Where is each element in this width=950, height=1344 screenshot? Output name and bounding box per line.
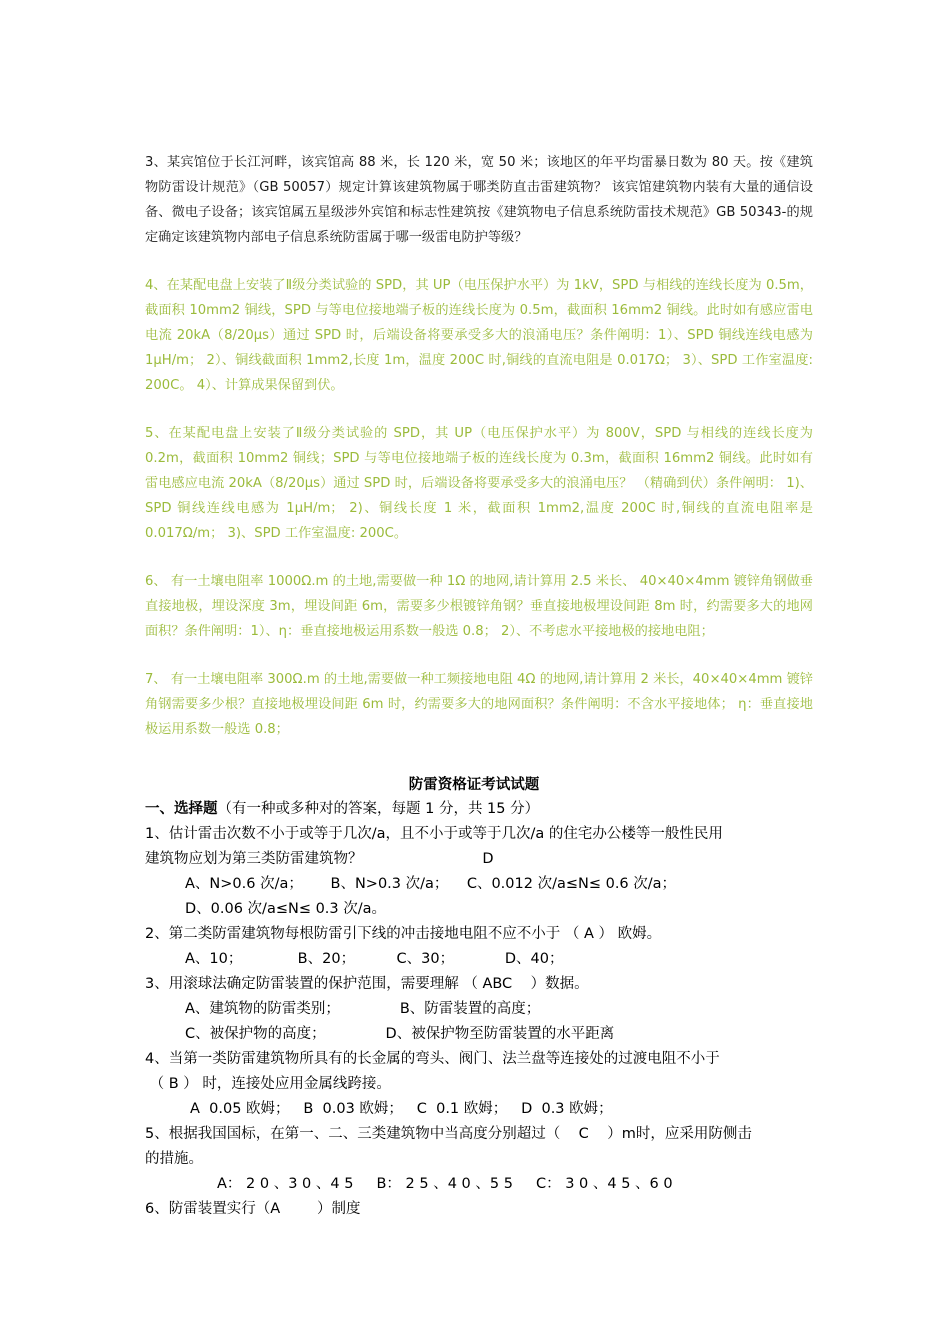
section-heading bbox=[145, 797, 813, 822]
answer-options: A、10； B、20； C、30； D、40； bbox=[185, 951, 564, 967]
answer-options: A 0.05 欧姆； B 0.03 欧姆； C 0.1 欧姆； D 0.3 欧姆； bbox=[190, 1101, 613, 1117]
exam-line: 3、用滚球法确定防雷装置的保护范围，需要理解 （ ABC ）数据。 bbox=[145, 976, 589, 992]
section-note: （有一种或多种对的答案，每题 1 分，共 15 分） bbox=[217, 801, 540, 817]
question-7: 7、 有一土壤电阻率 300Ω.m 的土地,需要做一种工频接地电阻 4Ω 的地网,请计算用 2 米长，40×40×4mm 镀锌角钢需要多少根？直接地极埋设间距 6m 时，约需要多大的地网面积？条件阐明：不含水平接地体； η：垂直接地极运用系数一般选 0.8； bbox=[145, 672, 813, 737]
exam-line: 建筑物应划为第三类防雷建筑物？ D bbox=[145, 851, 494, 867]
answer-options: A、N>0.6 次/a； B、N>0.3 次/a； C、0.012 次/a≤N≤ 0.6 次/a； bbox=[185, 876, 677, 892]
upper-questions bbox=[145, 150, 813, 742]
exam-questions bbox=[145, 797, 813, 1222]
question-6: 6、 有一土壤电阻率 1000Ω.m 的土地,需要做一种 1Ω 的地网,请计算用 2.5 米长、 40×40×4mm 镀锌角钢做垂直接地极，埋设深度 3m，埋设间距 6m，需要多少根镀锌角钢？垂直接地极埋设间距 8m 时，约需要多大的地网面积？条件阐明：1）、η：垂直接地极运用系数一般选 0.8； 2）、不考虑水平接地极的接地电阻； bbox=[145, 574, 813, 639]
exam-line: 6、防雷装置实行（A ）制度 bbox=[145, 1201, 361, 1217]
question-3: 3、某宾馆位于长江河畔，该宾馆高 88 米，长 120 米，宽 50 米；该地区的年平均雷暴日数为 80 天。按《建筑物防雷设计规范》（GB 50057）规定计算该建筑物属于哪类防直击雷建筑物？ 该宾馆建筑物内装有大量的通信设备、微电子设备；该宾馆属五星级涉外宾馆和标志性建筑按《建筑物电子信息系统防雷技术规范》GB 50343-的规定确定该建筑物内部电子信息系统防雷属于哪一级雷电防护等级？ bbox=[145, 155, 813, 245]
exam-line: 4、当第一类防雷建筑物所具有的长金属的弯头、阀门、法兰盘等连接处的过渡电阻不小于 bbox=[145, 1051, 720, 1067]
exam-line: （ B ） 时，连接处应用金属线跨接。 bbox=[145, 1076, 391, 1092]
question-5: 5、在某配电盘上安装了Ⅱ级分类试验的 SPD，其 UP（电压保护水平）为 800V，SPD 与相线的连线长度为 0.2m，截面积 10mm2 铜线；SPD 与等电位接地端子板的连线长度为 0.3m，截面积 16mm2 铜线。此时如有雷电感应电流 20kA（8/20μs）通过 SPD 时，后端设备将要承受多大的浪涌电压？ （精确到伏）条件阐明： 1)、SPD 铜线连线电感为 1μH/m； 2)、铜线长度 1 米，截面积 1mm2,温度 200C 时,铜线的直流电阻率是 0.017Ω/m； 3)、SPD 工作室温度: 200C。 bbox=[145, 426, 813, 541]
exam-line: 5、根据我国国标，在第一、二、三类建筑物中当高度分别超过（ C ）m时，应采用防侧击 bbox=[145, 1126, 752, 1142]
section-label: 一、选择题 bbox=[145, 801, 218, 817]
exam-line: 的措施。 bbox=[145, 1151, 203, 1167]
answer-options: A、建筑物的防雷类别； B、防雷装置的高度； bbox=[185, 1001, 541, 1017]
answer-options: C、被保护物的高度； D、被保护物至防雷装置的水平距离 bbox=[185, 1026, 615, 1042]
answer-options: D、0.06 次/a≤N≤ 0.3 次/a。 bbox=[185, 901, 387, 917]
answer-options: A： 2 0 、3 0 、4 5 B： 2 5 、4 0 、5 5 C： 3 0 、4 5 、6 0 bbox=[217, 1176, 673, 1192]
question-4: 4、在某配电盘上安装了Ⅱ级分类试验的 SPD，其 UP（电压保护水平）为 1kV，SPD 与相线的连线长度为 0.5m，截面积 10mm2 铜线，SPD 与等电位接地端子板的连线长度为 0.5m，截面积 16mm2 铜线。此时如有感应雷电电流 20kA（8/20μs）通过 SPD 时，后端设备将要承受多大的浪涌电压？条件阐明：1）、SPD 铜线连线电感为 1μH/m； 2）、铜线截面积 1mm2,长度 1m，温度 200C 时,铜线的直流电阻是 0.017Ω； 3）、SPD 工作室温度: 200C。 4）、计算成果保留到伏。 bbox=[145, 278, 813, 393]
exam-line: 2、第二类防雷建筑物每根防雷引下线的冲击接地电阻不应不小于 （ A ） 欧姆。 bbox=[145, 926, 662, 942]
exam-line: 1、估计雷击次数不小于或等于几次/a，且不小于或等于几次/a 的住宅办公楼等一般性民用 bbox=[145, 826, 723, 842]
exam-title: 防雷资格证考试试题 bbox=[408, 777, 540, 793]
